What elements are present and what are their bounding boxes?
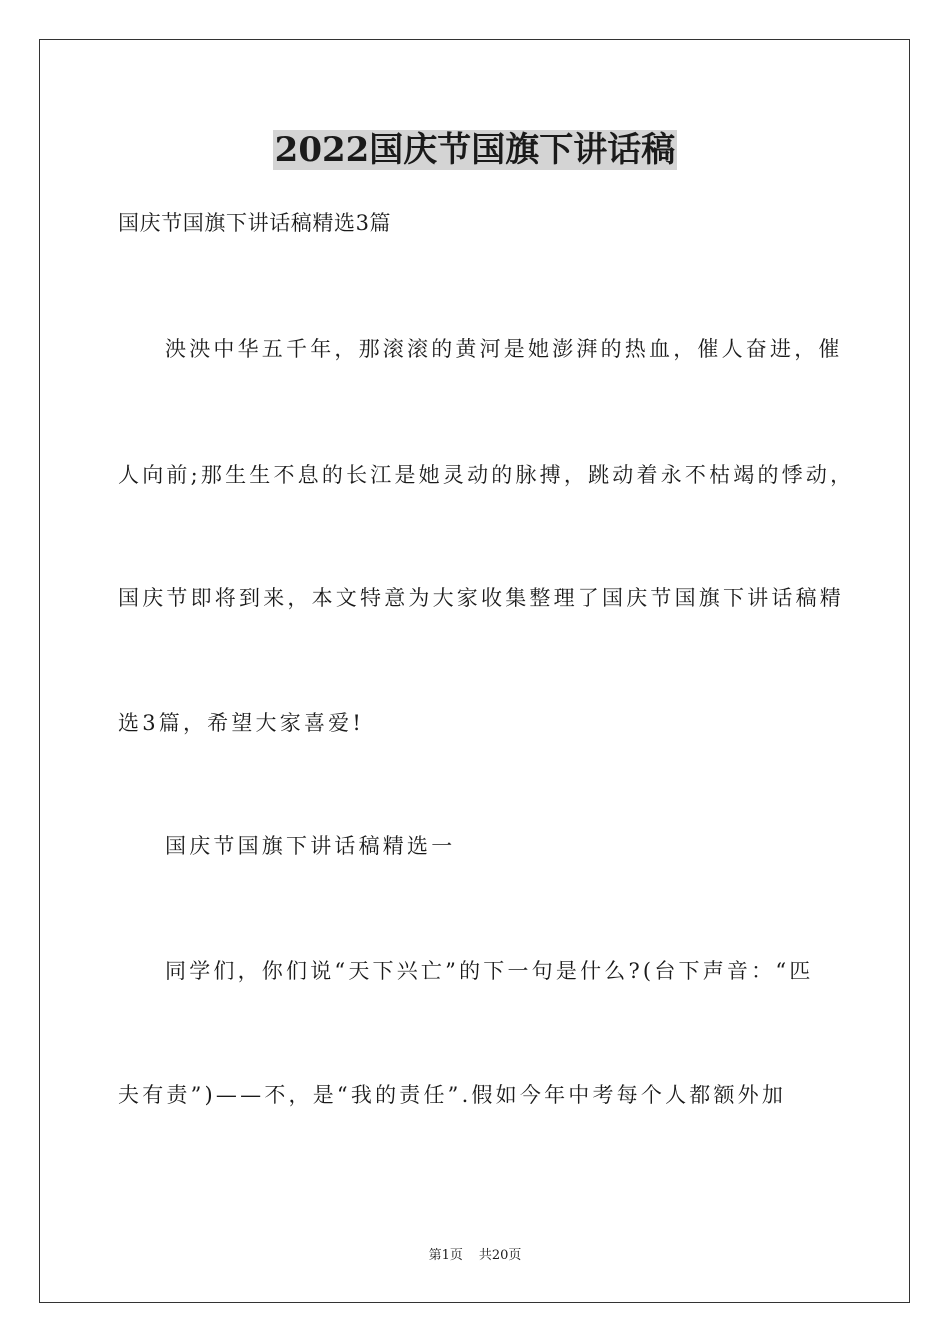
paragraph-line: 选3篇，希望大家喜爱! <box>118 711 364 735</box>
paragraph-line: 人向前;那生生不息的长江是她灵动的脉搏，跳动着永不枯竭的悸动， <box>118 463 855 487</box>
paragraph-line: 同学们，你们说“天下兴亡”的下一句是什么?(台下声音：“匹 <box>165 959 814 983</box>
page-total: 共20页 <box>478 1248 522 1263</box>
document-title <box>0 128 950 172</box>
document-subtitle: 国庆节国旗下讲话稿精选3篇 <box>118 211 392 235</box>
paragraph-line: 夫有责”)——不，是“我的责任”.假如今年中考每个人都额外加 <box>118 1083 787 1107</box>
page-number: 第1页 <box>428 1248 463 1263</box>
document-title-text: 2022国庆节国旗下讲话稿 <box>274 130 676 170</box>
page-footer <box>0 1247 950 1265</box>
section-heading: 国庆节国旗下讲话稿精选一 <box>165 834 456 858</box>
paragraph-line: 泱泱中华五千年，那滚滚的黄河是她澎湃的热血，催人奋进，催 <box>165 337 843 361</box>
paragraph-line: 国庆节即将到来，本文特意为大家收集整理了国庆节国旗下讲话稿精 <box>118 586 844 610</box>
